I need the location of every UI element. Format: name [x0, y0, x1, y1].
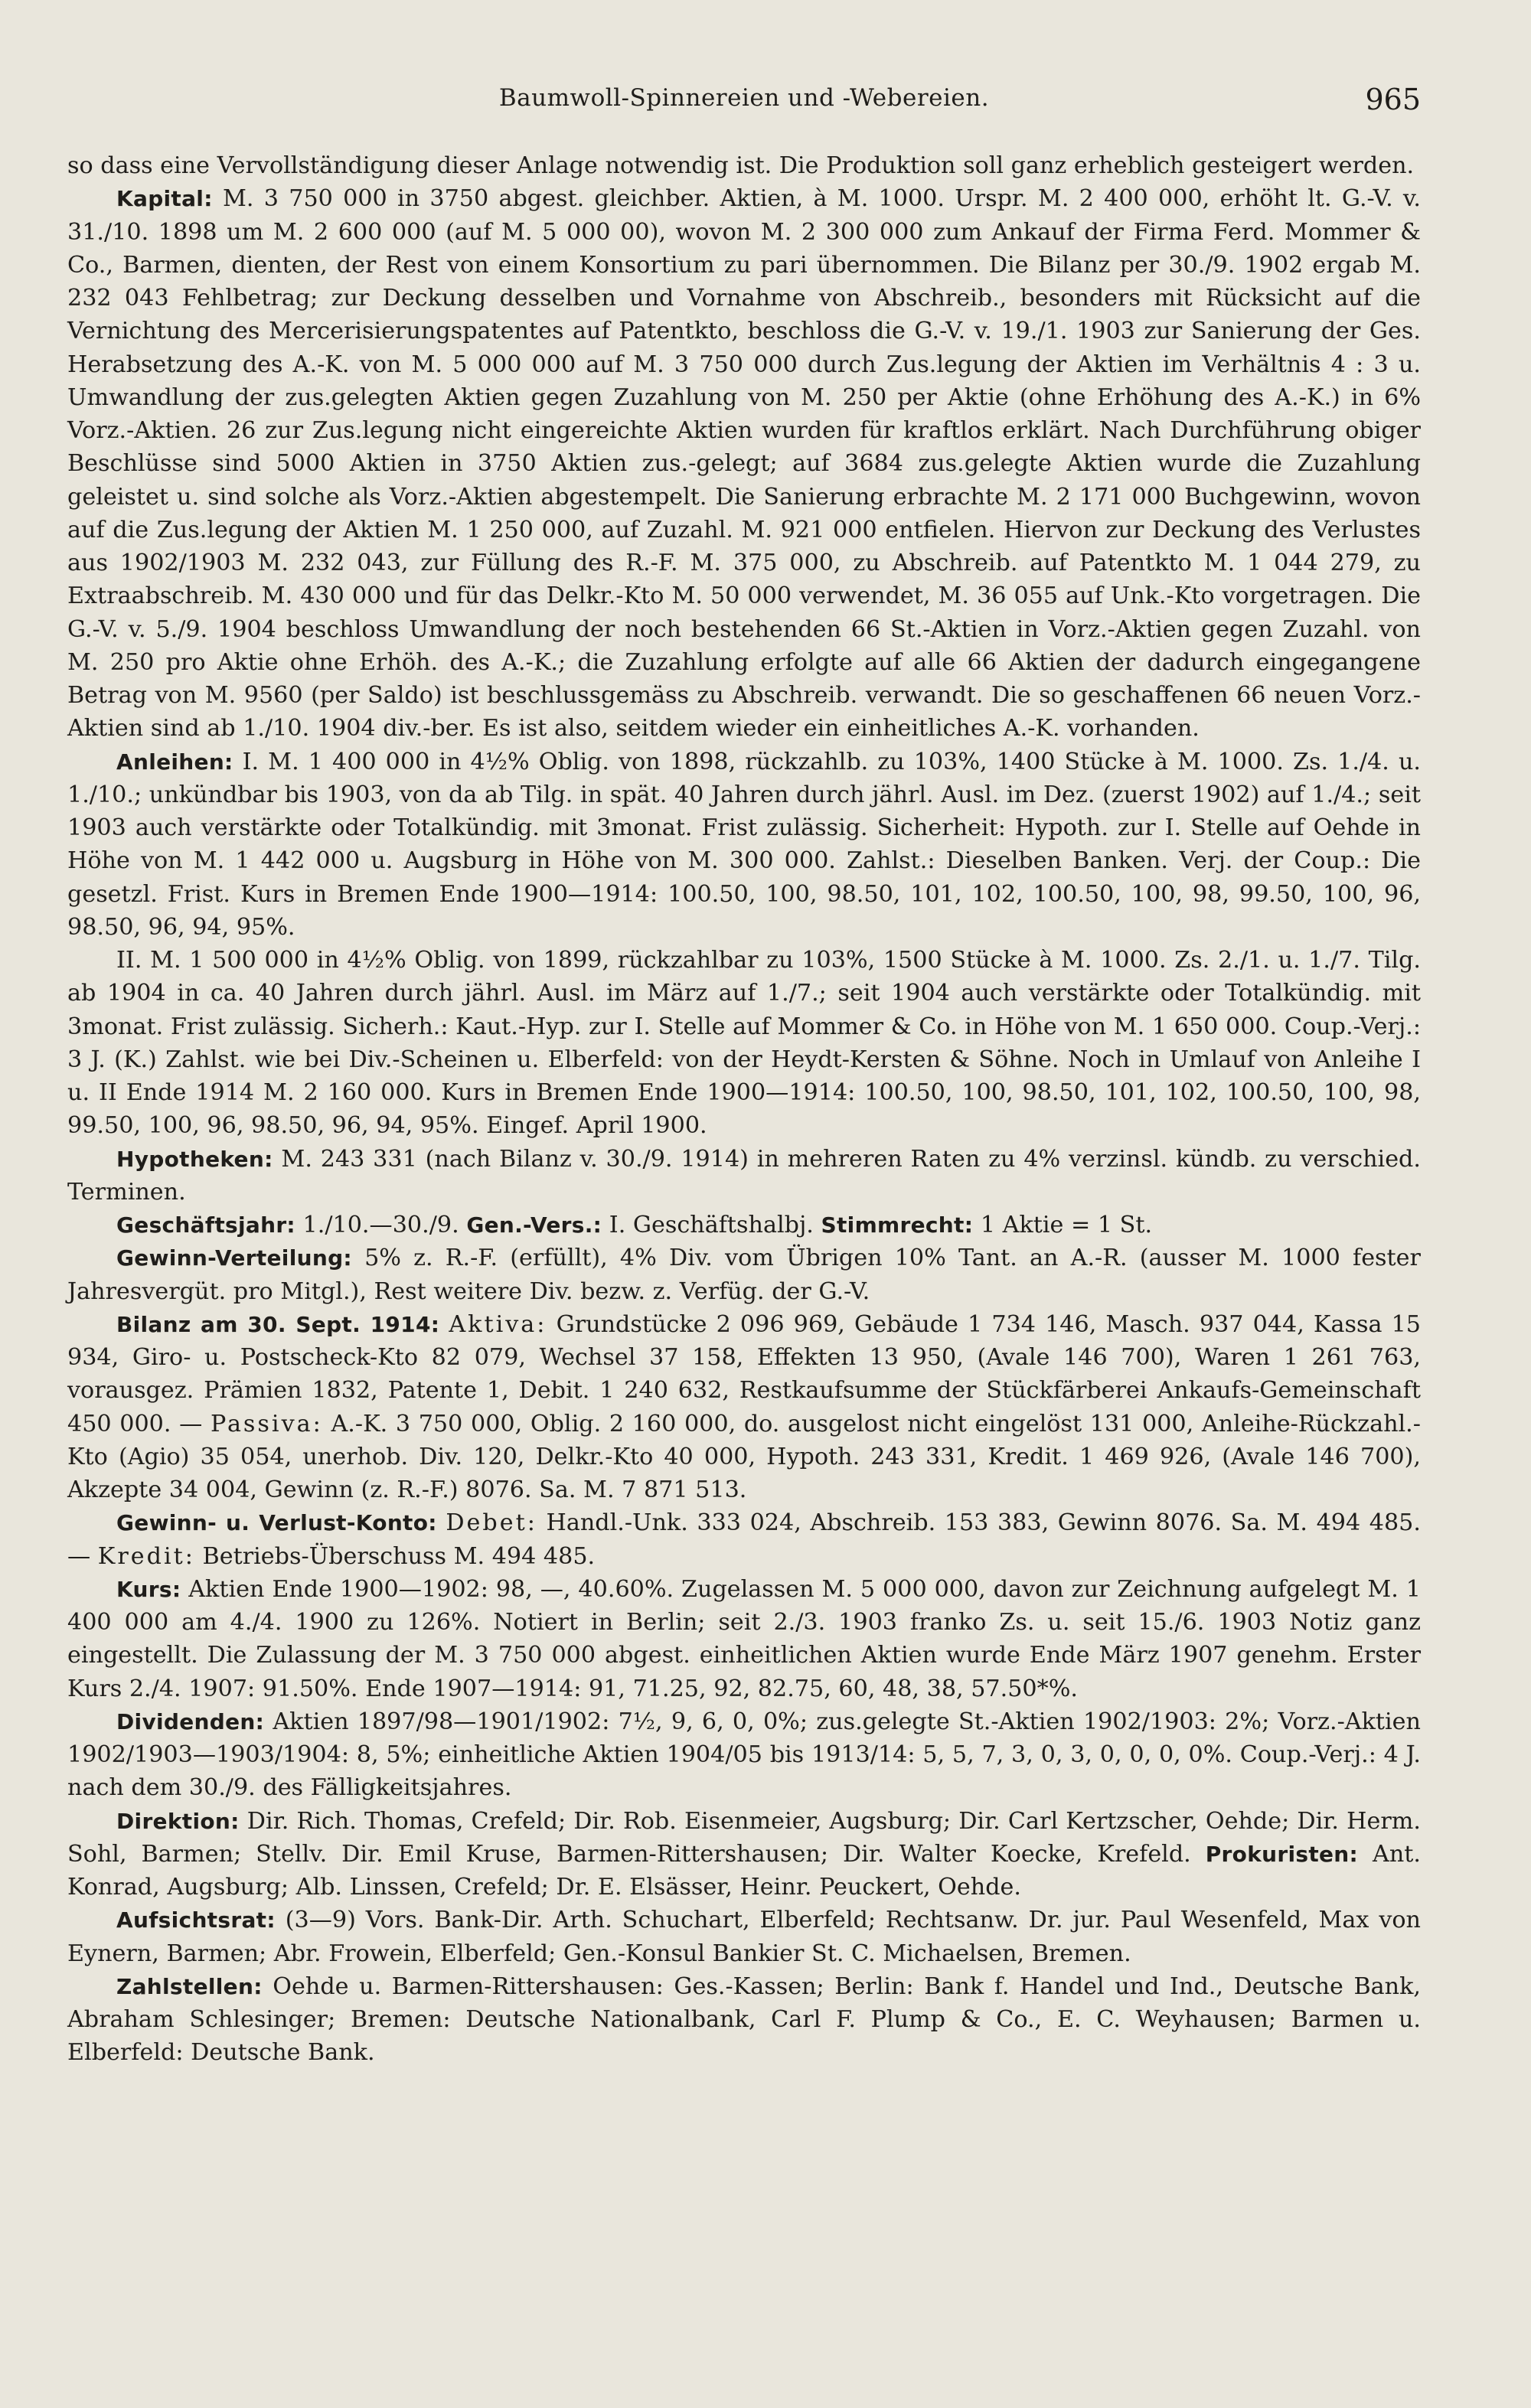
paragraph-lead: Dividenden: — [116, 1708, 265, 1734]
paragraph-text: 1./10.—30./9. — [302, 1212, 459, 1238]
paragraph-text: Aktien Ende 1900—1902: 98, —, 40.60%. Zugelassen M. 5 000 000, davon zur Zeichnung aufgelegt M. 1 400 000 am 4./4. 1900 zu 126%. Notiert in Berlin; seit 2./3. 1903 franko Zs. u. seit 15./6. 1903 Notiz ganz eingestellt. Die Zulassung der M. 3 750 000 abgest. einheitlichen Aktien wurde Ende März 1907 genehm. Erster Kurs 2./4. 1907: 91.50%. Ende 1907—1914: 91, 71.25, 92, 82.75, 60, 48, 38, 57.50*%. — [67, 1575, 1421, 1702]
paragraph-text: Grundstücke 2 096 969, Gebäude 1 734 146, Masch. 937 044, Kassa 15 934, Giro- u. Postscheck-Kto 82 079, Wechsel 37 158, Effekten 13 950, (Avale 146 700), Waren 1 261 763, vorausgez. Prämien 1832, Patente 1, Debit. 1 240 632, Restkaufsumme der Stückfärberei Ankaufs-Gemeinschaft 450 000. — — [67, 1310, 1421, 1437]
paragraph-text: M. 243 331 (nach Bilanz v. 30./9. 1914) in mehreren Raten zu 4% verzinsl. kündb. zu verschied. Terminen. — [67, 1145, 1421, 1206]
paragraph-lead-3: Stimmrecht: — [821, 1212, 974, 1238]
paragraph-text: Dir. Rich. Thomas, Crefeld; Dir. Rob. Eisenmeier, Augsburg; Dir. Carl Kertzscher, Oehde; Dir. Herm. Sohl, Barmen; Stellv. Dir. Emil Kruse, Barmen-Rittershausen; Dir. Walter Koecke, Krefeld. — [67, 1807, 1421, 1868]
paragraph-lead: Gewinn-Verteilung: — [116, 1245, 352, 1271]
paragraph-lead: Anleihen: — [116, 749, 233, 775]
paragraph-text: II. M. 1 500 000 in 4½% Oblig. von 1899, rückzahlbar zu 103%, 1500 Stücke à M. 1000. Zs. 2./1. u. 1./7. Tilg. ab 1904 in ca. 40 Jahren durch jährl. Ausl. im März auf 1./7.; seit 1904 auch verstärkte oder Totalkündig. mit 3monat. Frist zulässig. Sicherh.: Kaut.-Hyp. zur I. Stelle auf Mommer & Co. in Höhe von M. 1 650 000. Coup.-Verj.: 3 J. (K.) Zahlst. wie bei Div.-Scheinen u. Elberfeld: von der Heydt-Kersten & Söhne. Noch in Umlauf von Anleihe I u. II Ende 1914 M. 2 160 000. Kurs in Bremen Ende 1900—1914: 100.50, 100, 98.50, 101, 102, 100.50, 100, 98, 99.50, 100, 96, 98.50, 96, 94, 95%. Eingef. April 1900. — [67, 947, 1421, 1140]
paragraph-text-2: I. Geschäftshalbj. — [609, 1212, 814, 1238]
section-label-passiva: Passiva: — [210, 1410, 323, 1437]
paragraph-text-2: A.-K. 3 750 000, Oblig. 2 160 000, do. ausgelost nicht eingelöst 131 000, Anleihe-Rückzahl.-Kto (Agio) 35 054, unerhob. Div. 120, Delkr.-Kto 40 000, Hypoth. 243 331, Kredit. 1 469 926, (Avale 146 700), Akzepte 34 004, Gewinn (z. R.-F.) 8076. Sa. M. 7 871 513. — [67, 1410, 1421, 1503]
paragraph-lead: Gewinn- u. Verlust-Konto: — [116, 1510, 437, 1536]
paragraph-lead: Aufsichtsrat: — [116, 1907, 276, 1933]
paragraph-text: I. M. 1 400 000 in 4½% Oblig. von 1898, rückzahlb. zu 103%, 1400 Stücke à M. 1000. Zs. 1./4. u. 1./10.; unkündbar bis 1903, von da ab Tilg. in spät. 40 Jahren durch jährl. Ausl. im Dez. (zuerst 1902) auf 1./4.; seit 1903 auch verstärkte oder Totalkündig. mit 3monat. Frist zulässig. Sicherheit: Hypoth. zur I. Stelle auf Oehde in Höhe von M. 1 442 000 u. Augsburg in Höhe von M. 300 000. Zahlst.: Dieselben Banken. Verj. der Coup.: Die gesetzl. Frist. Kurs in Bremen Ende 1900—1914: 100.50, 100, 98.50, 101, 102, 100.50, 100, 98, 99.50, 100, 96, 98.50, 96, 94, 95%. — [67, 748, 1421, 941]
paragraph-bilanz — [67, 1308, 1421, 1507]
paragraph-dividenden — [67, 1705, 1421, 1805]
section-label-debet: Debet: — [446, 1509, 537, 1537]
paragraph-anleihen-1 — [67, 746, 1421, 945]
paragraph-anleihen-2 — [67, 944, 1421, 1143]
paragraph-lead: Kurs: — [116, 1576, 181, 1602]
paragraph-gewinn-verteilung — [67, 1242, 1421, 1308]
paragraph-intro — [67, 149, 1421, 182]
paragraph-lead-2: Prokuristen: — [1205, 1841, 1359, 1867]
paragraph-lead: Kapital: — [116, 186, 213, 212]
paragraph-aufsichtsrat — [67, 1904, 1421, 1970]
running-title: Baumwoll-Spinnereien und -Webereien. — [498, 84, 990, 112]
paragraph-text: (3—9) Vors. Bank-Dir. Arth. Schuchart, Elberfeld; Rechtsanw. Dr. jur. Paul Wesenfeld, Max von Eynern, Barmen; Abr. Frowein, Elberfeld; Gen.-Konsul Bankier St. C. Michaelsen, Bremen. — [67, 1907, 1421, 1967]
paragraph-text: 5% z. R.-F. (erfüllt), 4% Div. vom Übrigen 10% Tant. an A.-R. (ausser M. 1000 fester Jahresvergüt. pro Mitgl.), Rest weitere Div. bezw. z. Verfüg. der G.-V. — [67, 1245, 1421, 1305]
paragraph-lead-2: Gen.-Vers.: — [466, 1212, 602, 1238]
section-label-aktiva: Aktiva: — [449, 1310, 547, 1338]
paragraph-text: so dass eine Vervollständigung dieser Anlage notwendig ist. Die Produktion soll ganz erheblich gesteigert werden. — [67, 152, 1415, 179]
paragraph-hypotheken — [67, 1143, 1421, 1209]
paragraph-text-3: 1 Aktie = 1 St. — [980, 1212, 1153, 1238]
paragraph-lead: Zahlstellen: — [116, 1973, 263, 1999]
paragraph-text: Aktien 1897/98—1901/1902: 7½, 9, 6, 0, 0%; zus.gelegte St.-Aktien 1902/1903: 2%; Vorz.-Aktien 1902/1903—1903/1904: 8, 5%; einheitliche Aktien 1904/05 bis 1913/14: 5, 5, 7, 3, 0, 3, 0, 0, 0, 0%. Coup.-Verj.: 4 J. nach dem 30./9. des Fälligkeitsjahres. — [67, 1708, 1421, 1802]
section-label-kredit: Kredit: — [97, 1542, 195, 1570]
paragraph-zahlstellen — [67, 1970, 1421, 2070]
paragraph-text: Handl.-Unk. 333 024, Abschreib. 153 383, Gewinn 8076. Sa. M. 494 485. — — [67, 1509, 1421, 1570]
paragraph-direktion — [67, 1805, 1421, 1904]
paragraph-geschaeftsjahr — [67, 1209, 1421, 1242]
paragraph-lead: Direktion: — [116, 1808, 240, 1834]
body-text — [67, 149, 1421, 2070]
paragraph-text-2: Ant. Konrad, Augsburg; Alb. Linssen, Crefeld; Dr. E. Elsässer, Heinr. Peuckert, Oehde. — [67, 1840, 1421, 1901]
document-page — [67, 0, 1421, 2408]
paragraph-kurs — [67, 1573, 1421, 1705]
paragraph-lead: Hypotheken: — [116, 1146, 273, 1172]
paragraph-lead: Geschäftsjahr: — [116, 1212, 295, 1238]
paragraph-text-2: Betriebs-Überschuss M. 494 485. — [202, 1542, 596, 1570]
paragraph-gewinn-verlust — [67, 1506, 1421, 1573]
paragraph-text: M. 3 750 000 in 3750 abgest. gleichber. Aktien, à M. 1000. Urspr. M. 2 400 000, erhöht lt. G.-V. v. 31./10. 1898 um M. 2 600 000 (auf M. 5 000 00), wovon M. 2 300 000 zum Ankauf der Firma Ferd. Mommer & Co., Barmen, dienten, der Rest von einem Konsortium zu pari übernommen. Die Bilanz per 30./9. 1902 ergab M. 232 043 Fehlbetrag; zur Deckung desselben und Vornahme von Abschreib., besonders mit Rücksicht auf die Vernichtung des Mercerisierungspatentes auf Patentkto, beschloss die G.-V. v. 19./1. 1903 zur Sanierung der Ges. Herabsetzung des A.-K. von M. 5 000 000 auf M. 3 750 000 durch Zus.legung der Aktien im Verhältnis 4 : 3 u. Umwandlung der zus.gelegten Aktien gegen Zuzahlung von M. 250 per Aktie (ohne Erhöhung des A.-K.) in 6% Vorz.-Aktien. 26 zur Zus.legung nicht eingereichte Aktien wurden für kraftlos erklärt. Nach Durchführung obiger Beschlüsse sind 5000 Aktien in 3750 Aktien zus.-gelegt; auf 3684 zus.gelegte Aktien wurde die Zuzahlung geleistet u. sind solche als Vorz.-Aktien abgestempelt. Die Sanierung erbrachte M. 2 171 000 Buchgewinn, wovon auf die Zus.legung der Aktien M. 1 250 000, auf Zuzahl. M. 921 000 entfielen. Hiervon zur Deckung des Verlustes aus 1902/1903 M. 232 043, zur Füllung des R.-F. M. 375 000, zu Abschreib. auf Patentkto M. 1 044 279, zu Extraabschreib. M. 430 000 und für das Delkr.-Kto M. 50 000 verwendet, M. 36 055 auf Unk.-Kto vorgetragen. Die G.-V. v. 5./9. 1904 beschloss Umwandlung der noch bestehenden 66 St.-Aktien in Vorz.-Aktien gegen Zuzahl. von M. 250 pro Aktie ohne Erhöh. des A.-K.; die Zuzahlung erfolgte auf alle 66 Aktien der dadurch eingegangene Betrag von M. 9560 (per Saldo) ist beschlussgemäss zu Abschreib. verwandt. Die so geschaffenen 66 neuen Vorz.-Aktien sind ab 1./10. 1904 div.-ber. Es ist also, seitdem wieder ein einheitliches A.-K. vorhanden. — [67, 185, 1421, 742]
page-number: 965 — [1365, 83, 1421, 116]
paragraph-kapital — [67, 182, 1421, 745]
paragraph-lead: Bilanz am 30. Sept. 1914: — [116, 1311, 440, 1337]
paragraph-text: Oehde u. Barmen-Rittershausen: Ges.-Kassen; Berlin: Bank f. Handel und Ind., Deutsche Bank, Abraham Schlesinger; Bremen: Deutsche Nationalbank, Carl F. Plump & Co., E. C. Weyhausen; Barmen u. Elberfeld: Deutsche Bank. — [67, 1972, 1421, 2067]
page-header — [67, 84, 1421, 130]
